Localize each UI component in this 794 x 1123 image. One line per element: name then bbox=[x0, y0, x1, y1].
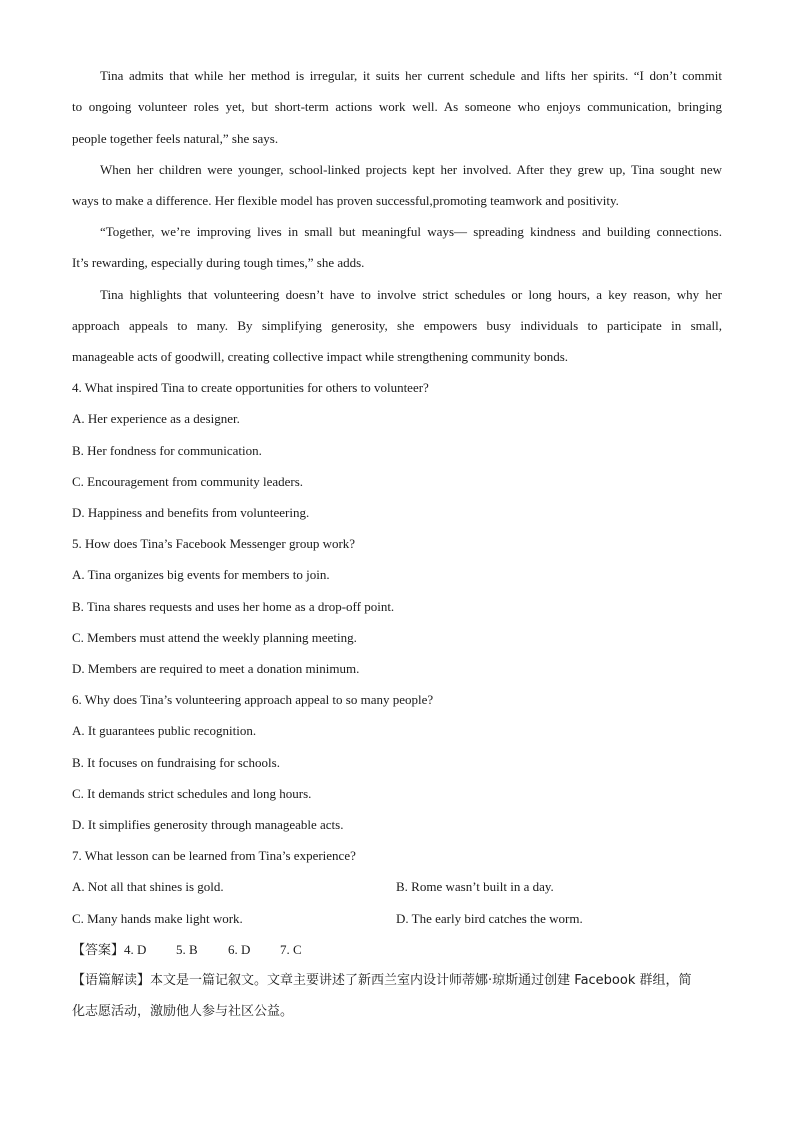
answer-line bbox=[72, 941, 722, 960]
option-a: A. It guarantees public recognition. bbox=[72, 723, 257, 738]
option-b: B. Her fondness for communication. bbox=[72, 443, 262, 458]
answer-item: 4. D bbox=[124, 942, 147, 957]
passage-line: Tina admits that while her method is irregular, it suits her current schedule and lifts her spirits. “I don’t commit bbox=[100, 68, 722, 83]
passage-line: It’s rewarding, especially during tough times,” she adds. bbox=[72, 255, 365, 270]
option-b: B. Rome wasn’t built in a day. bbox=[396, 879, 554, 894]
analysis-line: 化志愿活动，激励他人参与社区公益。 bbox=[72, 1004, 294, 1019]
passage-line: to ongoing volunteer roles yet, but short-term actions work well. As someone who enjoys communication, bringing bbox=[72, 99, 722, 114]
option-c: C. It demands strict schedules and long hours. bbox=[72, 786, 312, 801]
option-a: A. Not all that shines is gold. bbox=[72, 879, 224, 894]
option-c: C. Encouragement from community leaders. bbox=[72, 474, 304, 489]
passage-line: ways to make a difference. Her flexible model has proven successful,promoting teamwork and positivity. bbox=[72, 193, 619, 208]
option-d: D. Members are required to meet a donation minimum. bbox=[72, 661, 360, 676]
answer-item: 6. D bbox=[228, 942, 251, 957]
passage-line: When her children were younger, school-linked projects kept her involved. After they grew up, Tina sought new bbox=[100, 162, 722, 177]
passage-line: “Together, we’re improving lives in small but meaningful ways— spreading kindness and building connections. bbox=[100, 224, 722, 239]
option-b: B. Tina shares requests and uses her home as a drop-off point. bbox=[72, 599, 395, 614]
option-c: C. Members must attend the weekly planning meeting. bbox=[72, 630, 357, 645]
question-stem: 5. How does Tina’s Facebook Messenger group work? bbox=[72, 536, 356, 551]
option-d: D. It simplifies generosity through manageable acts. bbox=[72, 817, 344, 832]
option-b: B. It focuses on fundraising for schools. bbox=[72, 755, 280, 770]
passage-line: manageable acts of goodwill, creating collective impact while strengthening community bonds. bbox=[72, 349, 569, 364]
analysis-label: 【语篇解读】 bbox=[72, 973, 151, 988]
analysis-text: 本文是一篇记叙文。文章主要讲述了新西兰室内设计师蒂娜·琼斯通过创建 Facebook 群组，简 bbox=[150, 973, 692, 988]
question-stem: 4. What inspired Tina to create opportunities for others to volunteer? bbox=[72, 380, 429, 395]
option-a: A. Tina organizes big events for members to join. bbox=[72, 567, 330, 582]
option-a: A. Her experience as a designer. bbox=[72, 411, 240, 426]
option-d: D. Happiness and benefits from volunteering. bbox=[72, 505, 310, 520]
answer-label: 【答案】 bbox=[72, 943, 125, 958]
answer-item: 7. C bbox=[280, 942, 302, 957]
passage-line: approach appeals to many. By simplifying generosity, she empowers busy individuals to participate in small, bbox=[72, 318, 722, 333]
passage-line: people together feels natural,” she says. bbox=[72, 131, 279, 146]
question-stem: 7. What lesson can be learned from Tina’s experience? bbox=[72, 848, 356, 863]
question-stem: 6. Why does Tina’s volunteering approach appeal to so many people? bbox=[72, 692, 434, 707]
option-c: C. Many hands make light work. bbox=[72, 911, 243, 926]
passage-line: Tina highlights that volunteering doesn’t have to involve strict schedules or long hours, a key reason, why her bbox=[100, 287, 722, 302]
answer-item: 5. B bbox=[176, 942, 198, 957]
option-d: D. The early bird catches the worm. bbox=[396, 911, 583, 926]
analysis-line bbox=[72, 972, 722, 990]
